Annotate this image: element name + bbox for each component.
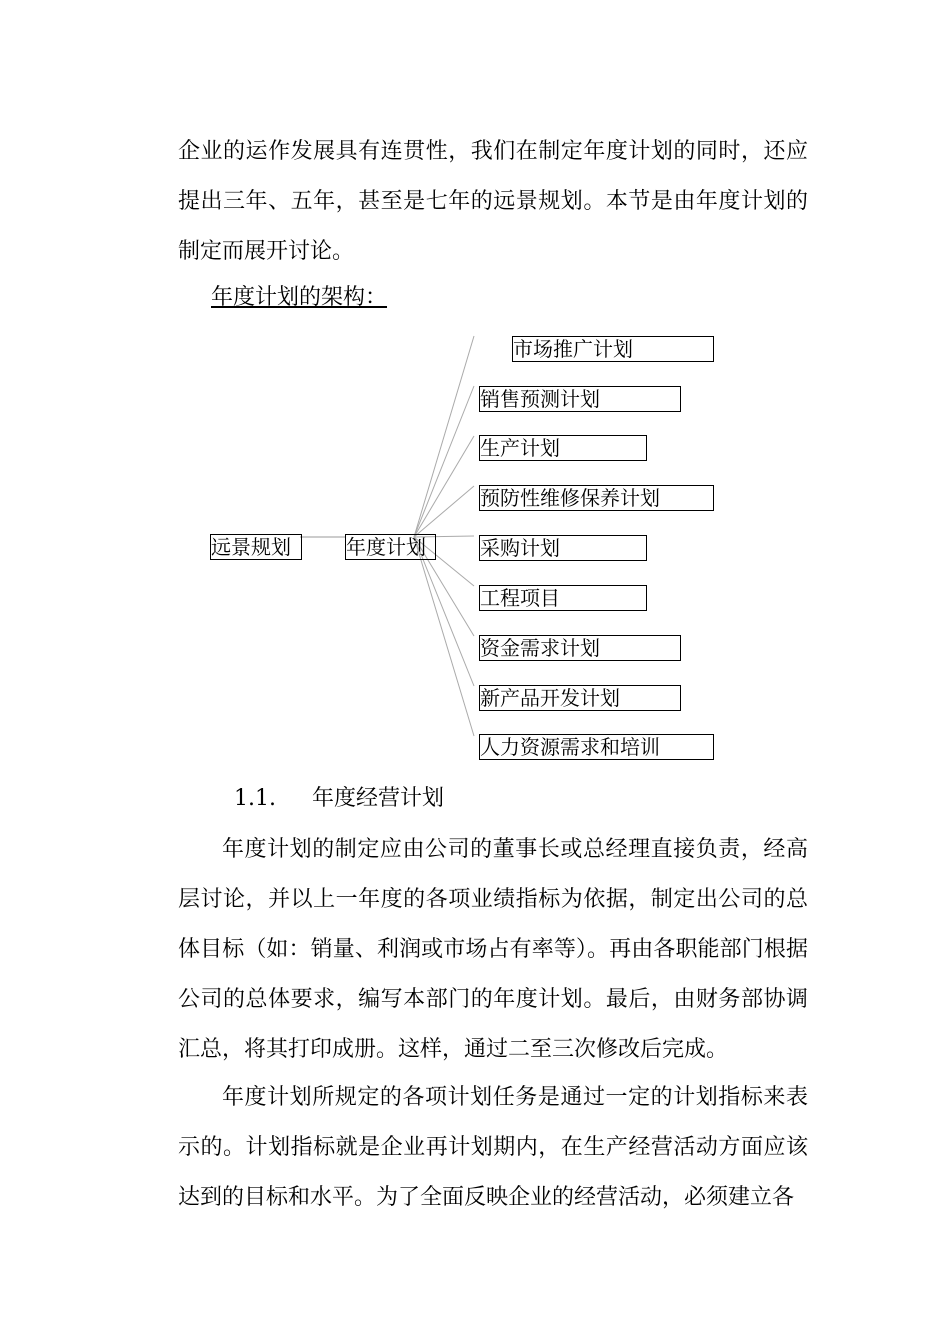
connector-line-9: [414, 537, 474, 736]
connector-line-2: [414, 386, 474, 537]
body-paragraph-1: 年度计划的制定应由公司的董事长或总经理直接负责，经高层讨论，并以上一年度的各项业绩指标为依据，制定出公司的总体目标（如：销量、利润或市场占有率等）。再由各职能部门根据公司的总体要求，编写本部门的年度计划。最后，由财务部协调汇总，将其打印成册。这样，通过二至三次修改后完成。: [178, 837, 808, 1062]
connector-line-4: [414, 486, 474, 537]
node-center: 年度计划: [345, 534, 436, 560]
connector-line-3: [414, 436, 474, 537]
connector-line-1: [414, 336, 474, 537]
branch-node-1: 市场推广计划: [512, 336, 714, 362]
branch-node-7: 资金需求计划: [479, 635, 681, 661]
intro-paragraph: 企业的运作发展具有连贯性，我们在制定年度计划的同时，还应提出三年、五年，甚至是七年的远景规划。本节是由年度计划的制定而展开讨论。: [178, 139, 808, 264]
diagram-title: 年度计划的架构：: [211, 285, 388, 310]
section-heading: [234, 784, 444, 814]
branch-node-6: 工程项目: [479, 585, 647, 611]
branch-node-2: 销售预测计划: [479, 386, 681, 412]
branch-node-9: 人力资源需求和培训: [479, 734, 714, 760]
branch-node-4: 预防性维修保养计划: [479, 485, 714, 511]
node-root: 远景规划: [210, 534, 302, 560]
branch-node-3: 生产计划: [479, 435, 647, 461]
section-title: 年度经营计划: [312, 786, 445, 811]
body-paragraph-2: 年度计划所规定的各项计划任务是通过一定的计划指标来表示的。计划指标就是企业再计划期内，在生产经营活动方面应该达到的目标和水平。为了全面反映企业的经营活动，必须建立各: [178, 1085, 808, 1210]
branch-node-5: 采购计划: [479, 535, 647, 561]
section-number: 1.1.: [234, 786, 276, 811]
branch-node-8: 新产品开发计划: [479, 685, 681, 711]
